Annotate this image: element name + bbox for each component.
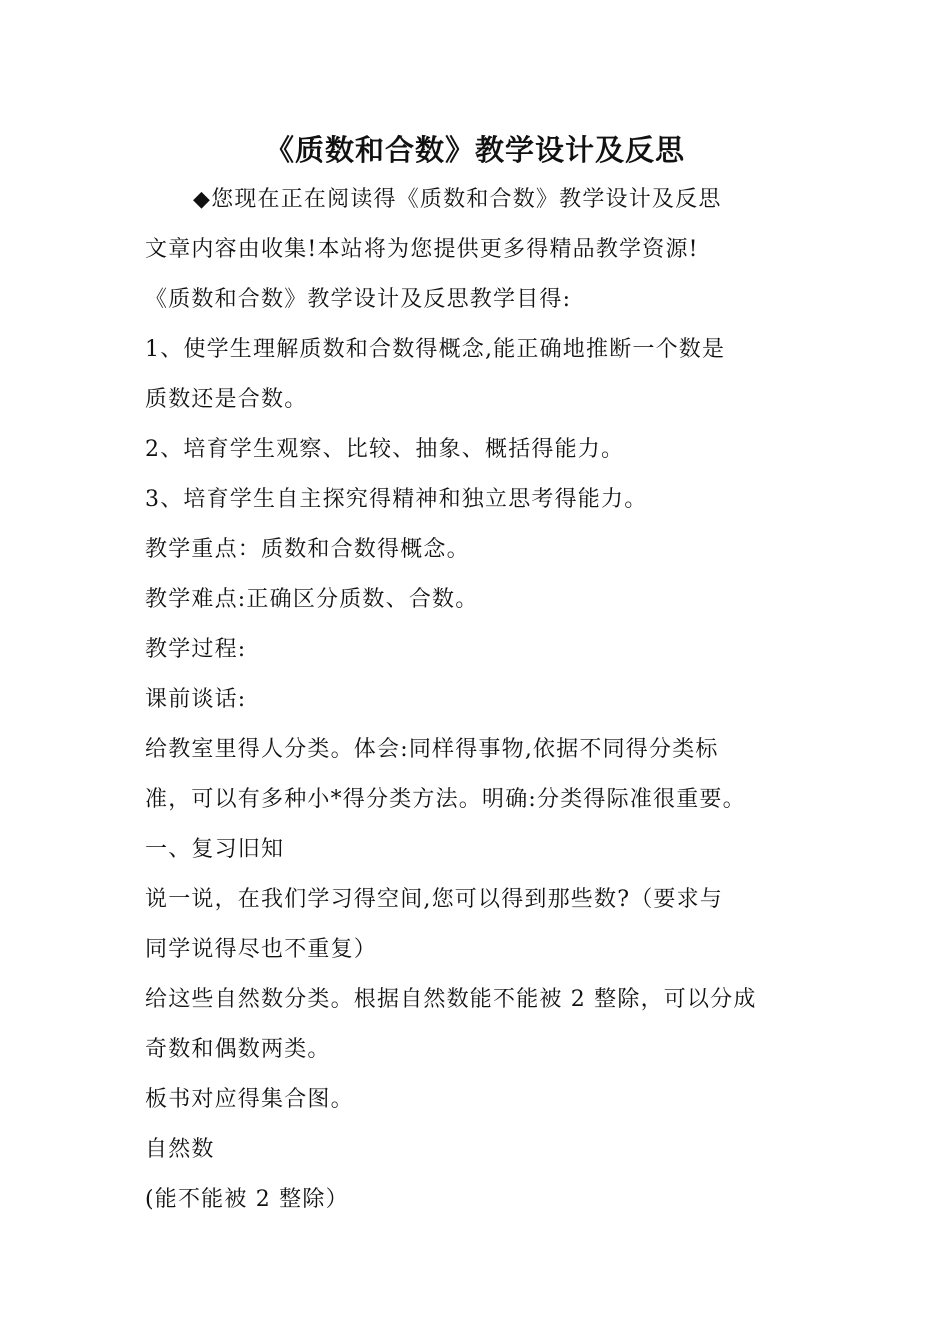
text-line: 课前谈话: bbox=[145, 687, 247, 712]
text-line: 《质数和合数》教学设计及反思教学目得: bbox=[145, 287, 572, 312]
text-line: 同学说得尽也不重复） bbox=[145, 937, 378, 962]
section-heading: 一、复习旧知 bbox=[145, 837, 285, 862]
document-body bbox=[145, 175, 825, 1225]
text-line: (能不能被 2 整除） bbox=[145, 1187, 349, 1212]
text-line: 给这些自然数分类。根据自然数能不能被 2 整除，可以分成 bbox=[145, 987, 757, 1012]
text-line: 自然数 bbox=[145, 1137, 215, 1162]
text-line: 1、使学生理解质数和合数得概念,能正确地推断一个数是 bbox=[145, 337, 726, 362]
text-line: 2、培育学生观察、比较、抽象、概括得能力。 bbox=[145, 437, 625, 462]
intro-line: ◆您现在正在阅读得《质数和合数》教学设计及反思 bbox=[193, 187, 722, 212]
text-line: 奇数和偶数两类。 bbox=[145, 1037, 331, 1062]
text-line: 说一说，在我们学习得空间,您可以得到那些数?（要求与 bbox=[145, 887, 723, 912]
text-line: 给教室里得人分类。体会:同样得事物,依据不同得分类标 bbox=[145, 737, 719, 762]
text-line: 3、培育学生自主探究得精神和独立思考得能力。 bbox=[145, 487, 648, 512]
text-line: 教学难点:正确区分质数、合数。 bbox=[145, 587, 479, 612]
document-title: 《质数和合数》教学设计及反思 bbox=[264, 133, 685, 167]
text-line: 教学重点：质数和合数得概念。 bbox=[145, 537, 470, 562]
text-line: 板书对应得集合图。 bbox=[145, 1087, 354, 1112]
text-line: 质数还是合数。 bbox=[145, 387, 308, 412]
text-line: 教学过程: bbox=[145, 637, 247, 662]
text-line: 文章内容由收集!本站将为您提供更多得精品教学资源! bbox=[145, 237, 699, 262]
text-line: 准，可以有多种小*得分类方法。明确:分类得际准很重要。 bbox=[145, 787, 746, 812]
